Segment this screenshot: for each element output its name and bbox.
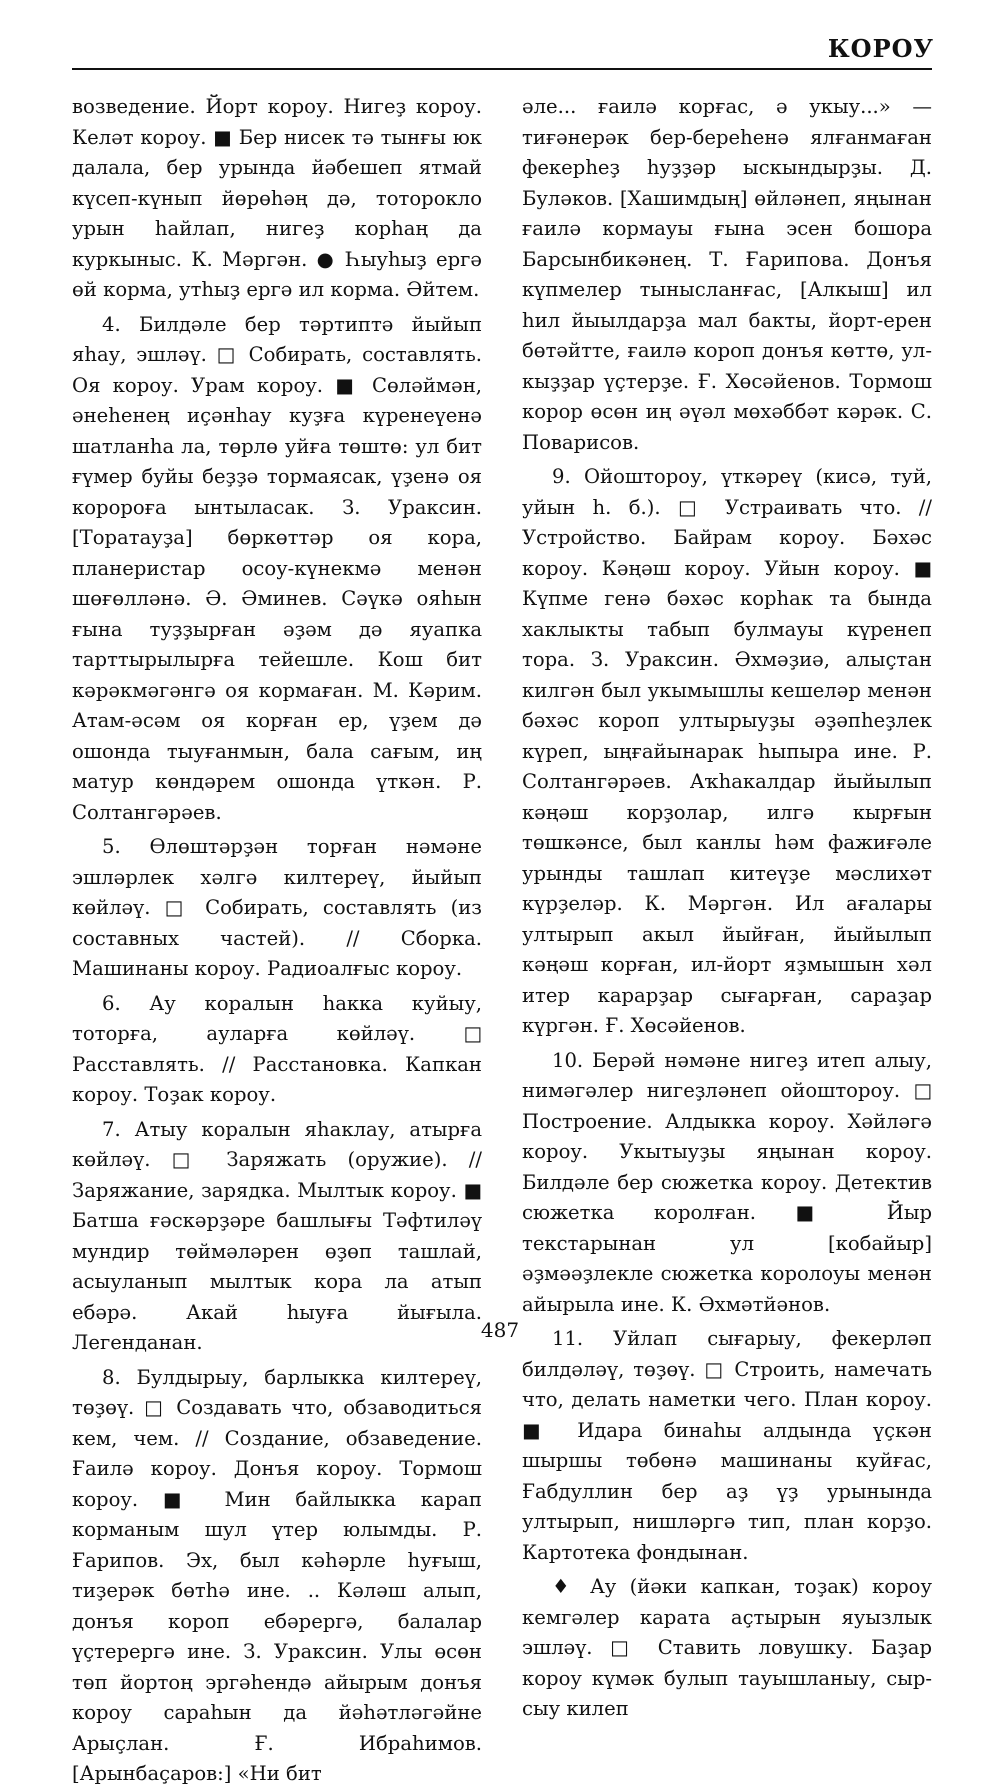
right-paragraph-2: 9. Ойоштороу, үткәреү (кисә, туй, уйын һ. б.). □ Устраивать что. // Устройство. Байрам короу. Бәхәс короу. Кәңәш короу. Уйын короу. ■ Күпме генә бәхәс корһак та бында хаклыкты табып булмауы күренеп тора. З. Ураксин. Әхмәҙиә, алыҫтан килгән был укымышлы кешеләр менән бәхәс короп ултырыуҙы әҙәпһеҙлек күреп, ыңғайынарак һыпыра ине. Р. Солтангәрәев. Аҡһакалдар йыйылып кәңәш корҙолар, илгә кырғын төшкәнсе, был канлы һәм фажиғәле урынды ташлап китеүҙе мәслихәт күрҙеләр. К. Мәргән. Ил ағалары ултырып акыл йыйған, йыйылып кәңәш корған, ил-йорт яҙмышын хәл итер карарҙар сығарған, сараҙар күргән. Ғ. Хөсәйенов.	[522, 465, 932, 1037]
left-paragraph-2: 4. Билдәле бер тәртиптә йыйып яһау, эшләү. □ Собирать, составлять. Оя короу. Урам короу. ■ Сөләймән, әнеһенең иҫәнһау куҙға күренеүенә шатланһа ла, төрлө уйға төштө: ул бит ғүмер буйы беҙҙә тормаясак, үҙенә оя коророға ынтыласак. З. Ураксин. [Торатауҙа] бөркөттәр оя кора, планеристар осоу-күнекмә менән шөғөлләнә. Ә. Әминев. Сәүкә ояһын ғына туҙҙырған әҙәм дә яуапка тарттырылырға тейешле. Кош бит кәрәкмәгәнгә оя кормаған. М. Кәрим. Атам-әсәм оя корған ер, үҙем дә ошонда тыуғанмын, бала сағым, иң матур көндәрем ошонда үткән. Р. Солтангәрәев.	[72, 312, 482, 824]
left-paragraph-4: 6. Ау коралын һакка куйыу, тоторға, ауларға көйләү. □ Расставлять. // Расстановка. Капкан короу. Тоҙак короу.	[72, 991, 482, 1106]
page-number: 487	[480, 1318, 520, 1342]
right-paragraph-1: әле... ғаилә корғас, ә укыу...» — тиғәнерәк бер-береһенә ялғанмаған фекерһеҙ һуҙҙәр ыскындырҙы. Д. Буләков. [Хашимдың] өйләнеп, яңынан ғаилә кормауы ғына эсен бошора Барсынбикәнең. Т. Ғарипова. Донъя күпмелер тынысланғас, [Алкыш] ил һил йыылдарҙа мал бакты, йорт-ерен бөтәйтте, ғаилә короп донъя көттө, ул-кыҙҙар үҫтерҙе. Ғ. Хөсәйенов. Тормош корор өсөн иң әүәл мөхәббәт кәрәк. С. Поварисов.	[522, 95, 932, 454]
left-column	[72, 92, 482, 1790]
right-paragraph-3: 10. Берәй нәмәне нигеҙ итеп алыу, нимәгәлер нигеҙләнеп ойоштороу. □ Построение. Алдыкка короу. Хәйләгә короу. Укытыуҙы яңынан короу. Билдәле бер сюжетка короу. Детектив сюжетка королған. ■ Йыр текстарынан ул [кобайыр] әҙмәәҙлекле сюжетка королоуы менән айырыла ине. К. Әхмәтйәнов.	[522, 1048, 932, 1316]
right-column	[522, 92, 932, 1725]
running-header-word: КОРОУ	[827, 34, 934, 63]
left-paragraph-1: возведение. Йорт короу. Нигеҙ короу. Келәт короу. ■ Бер нисек тә тынғы юк далала, бер урында йәбешеп ятмай күсеп-күнып йөрөһәң дә, тоторокло урын һайлап, нигеҙ корһаң да куркыныс. К. Мәргән. ● Һыуһыҙ ергә өй корма, утһыҙ ергә ил корма. Әйтем.	[72, 95, 482, 301]
right-paragraph-4: 11. Уйлап сығарыу, фекерләп билдәләү, төҙөү. □ Строить, намечать что, делать наметки чего. План короу. ■ Идара бинаһы алдында үҫкән шыршы төбөнә машинаны куйғас, Ғабдуллин бер аҙ үҙ урынында ултырып, нишләргә тип, план корҙо. Картотека фондынан.	[522, 1327, 932, 1564]
right-paragraph-5: ♦ Ау (йәки капкан, тоҙак) короу кемгәлер карата аҫтырын яуызлык эшләү. □ Ставить ловушку. Баҙар короу күмәк булып тауышланыу, сыр-сыу килеп	[522, 1575, 932, 1720]
left-paragraph-3: 5. Өлөштәрҙән торған нәмәне эшләрлек хәлгә килтереү, йыйып көйләү. □ Собирать, составлять (из составных частей). // Сборка. Машинаны короу. Радиоалғыс короу.	[72, 835, 482, 980]
left-paragraph-6: 8. Булдырыу, барлыкка килтереү, төҙөү. □ Создавать что, обзаводиться кем, чем. // Создание, обзаведение. Ғаилә короу. Донъя короу. Тормош короу. ■ Мин байлыкка карап корманым шул үтер юлымды. Р. Ғарипов. Эх, был кәһәрле һуғыш, тиҙерәк бөтһә ине. .. Кәләш алып, донъя короп ебәрергә, балалар үҫтерергә ине. З. Ураксин. Улы өсөн төп йортоң эргәһендә айырым донъя короу сараһын да йәһәтләгәйне Арыҫлан. Ғ. Ибраһимов. [Арынбаҫаров:] «Ни бит	[72, 1365, 482, 1785]
left-paragraph-5: 7. Атыу коралын яһаклау, атырға көйләү. □ Заряжать (оружие). // Заряжание, зарядка. Мылтык короу. ■ Батша ғәскәрҙәре башлығы Тәфтиләү мундир төймәләрен өҙөп ташлай, асыуланып мылтык кора ла атып ебәрә. Акай һыуға йығыла. Легенданан.	[72, 1117, 482, 1354]
header-rule	[72, 68, 932, 70]
